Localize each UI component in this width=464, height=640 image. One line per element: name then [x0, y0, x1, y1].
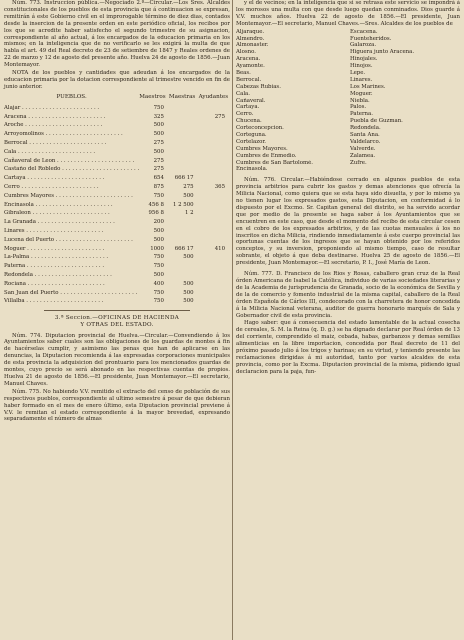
town-item: Palos. — [350, 104, 367, 111]
town-item: Cumbres de Enmedio. — [236, 152, 297, 159]
cell-pueblo: Moguer . . . . . . . . . . . . . . . . . . . . . . . — [4, 245, 105, 252]
cell-pueblo: Redondela . . . . . . . . . . . . . . . . . . . . . . . — [4, 272, 112, 279]
notice-775: Núm. 775. No habiendo V.V. remitido el extracto del censo de población de sus respectivos pueblos, correspondiente al ultimo semestre á pesar de que debieran haber formado en el mes de enero último, esta Diputacion provincial previene á V.V. le remitan el estado correspondiente á la mayor brevedad, expresando separadamente el número de almas — [4, 388, 230, 423]
table-row — [4, 210, 230, 219]
town-item: Ayamonte. — [236, 63, 265, 70]
col-ayudantes: Ayudantes — [198, 93, 229, 100]
section-divider — [44, 310, 190, 311]
cell-ayudantes: 410 — [214, 245, 225, 252]
cell-maestras — [169, 122, 199, 131]
town-item: Almonaster. — [236, 42, 269, 49]
town-item: Linares. — [350, 76, 373, 83]
town-item: Escacena. — [350, 28, 378, 35]
debts-table — [4, 93, 230, 306]
town-item: Cumbres Mayores. — [236, 145, 288, 152]
cell-maestros: 400 — [153, 280, 164, 287]
table-row — [4, 253, 230, 262]
cell-ayudantes — [199, 174, 230, 183]
town-item: Cala. — [236, 90, 250, 97]
cell-maestros: 750 — [153, 104, 164, 111]
table-row — [4, 192, 230, 201]
town-item: Beas. — [236, 69, 251, 76]
note-intro: NOTA de los pueblos y cantidades que adeudan á los encargados de la educacion primaria por la dotacion correspondiente al trimestre vencido en fin de junio anterior. — [4, 70, 230, 90]
section-heading — [4, 315, 230, 329]
town-item: Corteconcepcion. — [236, 125, 284, 132]
town-item: Lepe. — [350, 69, 366, 76]
cell-maestros: 275 — [153, 157, 164, 164]
table-row — [4, 271, 230, 280]
cell-maestras — [169, 271, 199, 280]
cell-ayudantes — [199, 166, 230, 175]
table-row — [4, 104, 230, 113]
table-row — [4, 148, 230, 157]
town-item: Redondela. — [350, 125, 381, 132]
cell-ayudantes — [199, 262, 230, 271]
cell-maestras: 500 — [183, 289, 194, 296]
column-rule — [232, 0, 233, 640]
cell-maestros: 325 — [153, 113, 164, 120]
cell-pueblo: Cumbres Mayores . . . . . . . . . . . . . . . . . . . . . . . — [4, 192, 133, 199]
cell-maestros: 500 — [153, 236, 164, 243]
cell-ayudantes — [199, 130, 230, 139]
table-row — [4, 113, 230, 122]
table-row — [4, 236, 230, 245]
cell-pueblo: Aracena . . . . . . . . . . . . . . . . . . . . . . . — [4, 113, 106, 120]
town-item: Paterna. — [350, 111, 373, 118]
cell-pueblo: Cañaveral de Leon . . . . . . . . . . . . . . . . . . . . . . . — [4, 157, 135, 164]
cell-pueblo: Lucena del Puerto . . . . . . . . . . . . . . . . . . . . . . . — [4, 236, 133, 243]
cell-maestros: 500 — [153, 272, 164, 279]
table-row — [4, 139, 230, 148]
cell-pueblo: Villalba . . . . . . . . . . . . . . . . . . . . . . . — [4, 298, 104, 305]
cell-pueblo: Cala . . . . . . . . . . . . . . . . . . . . . . . — [4, 148, 96, 155]
town-item: Chucena. — [236, 118, 262, 125]
table-row — [4, 166, 230, 175]
table-row — [4, 262, 230, 271]
section-title-line2: Y OTRAS DEL ESTADO. — [80, 322, 154, 329]
cell-maestras — [169, 166, 199, 175]
cell-ayudantes: 365 — [214, 184, 225, 191]
cell-maestros: 875 — [153, 184, 164, 191]
town-item: Cartaya. — [236, 104, 260, 111]
cell-maestros: 750 — [153, 289, 164, 296]
cell-pueblo: La Granada . . . . . . . . . . . . . . . . . . . . . . . — [4, 219, 115, 226]
town-item: Aljaraque. — [236, 28, 265, 35]
cell-ayudantes: 275 — [214, 113, 225, 120]
table-row — [4, 130, 230, 139]
proclamation-text: Hago saber: que á consecuencia del estado lamentable de la actual cosecha de cereales, S. M. la Reina (q. D. g.) se ha dignado declarar por Real órden de 13 del corriente, comprendido el maiz, cebada, habas, garbanzos y demas semillas alimenticias en la libre importacion, concedida por Real decreto de 11 del próximo pasado julio á los trigos y harinas; en su virtud, y teniendo presente las reclamaciones dirigidas á mi autoridad, tanto por varios alcaldes de esta provincia, como por la Excma. Diputacion provincial de la misma, pidiendo igual declaracion para la paja, fun- — [236, 320, 460, 375]
table-header-row — [4, 93, 230, 104]
cell-ayudantes — [199, 271, 230, 280]
cell-pueblo: Cerro . . . . . . . . . . . . . . . . . . . . . . . — [4, 184, 99, 191]
cell-ayudantes — [199, 236, 230, 245]
table-row — [4, 157, 230, 166]
town-item: Alosno. — [236, 49, 256, 56]
cell-maestros: 500 — [153, 228, 164, 235]
cell-maestras: 500 — [183, 280, 194, 287]
cell-maestros: 275 — [153, 140, 164, 147]
table-row — [4, 297, 230, 306]
cell-maestras: 1 2 500 — [173, 201, 194, 208]
notice-773: Núm. 773. Instruccion pública.—Negociado 2.º—Circular.—Los Sres. Alcaldes constitucionales de los pueblos de esta provincia que á continuacion se expresan, remitirán á este Gobierno civil en el improrogable término de diez dias, contados desde la insercion de la presente orden en este periódico oficial, los recibos por los que se acredite haber satisfecho el segundo trimestre de su asignacion, correspondiente al año actual, á los encargados de la educacion primaria en los mismos; en la inteligencia que de no verificarlo se les exigirá la multa de que habla el art. 49 del Real decreto de 23 de setiembre de 1847 y Reales ordenes de 22 de marzo y 12 de agosto del presente año. Huelva 24 de agosto de 1856.—Juan Montemayor. — [4, 0, 230, 69]
cell-pueblo: Cartaya . . . . . . . . . . . . . . . . . . . . . . . — [4, 175, 105, 182]
notice-774: Núm. 774. Diputacion provincial de Huelva.—Circular.—Convendiendo á los Ayuntamientos saber cuales son las obligaciones de los guardas de montes á fin de hacérselas cumplir, y asimismo las penas que han de aplicarse en las denuncias, la Diputacion recomienda á las expresadas corporaciones municipales de esta provincia la adquisicion del prontuario para los mencionados guardas de montes, cuyo precio se será abonado en las respectivas cuentas de propios. Huelva 21 de agosto de 1856.—El presidente, Juan Montemayor.—El secretario, Manuel Chaves. — [4, 332, 230, 387]
cell-pueblo: Aroche . . . . . . . . . . . . . . . . . . . . . . . — [4, 122, 103, 129]
cell-ayudantes — [199, 289, 230, 298]
cell-maestras: 500 — [183, 254, 194, 261]
town-item: Aracena. — [236, 56, 261, 63]
town-item: Cortelazor. — [236, 138, 267, 145]
table-row — [4, 174, 230, 183]
cell-pueblo: Castaño del Robledo . . . . . . . . . . . . . . . . . . . . . . . — [4, 166, 140, 173]
cell-ayudantes — [199, 139, 230, 148]
table-row — [4, 280, 230, 289]
town-item: Santa Ana. — [350, 131, 380, 138]
col-pueblos: PUEBLOS. — [56, 93, 87, 100]
cell-maestras — [169, 139, 199, 148]
cell-maestras: 666 17 — [174, 245, 194, 252]
town-item: Los Marines. — [350, 83, 386, 90]
cell-pueblo: Berrocal . . . . . . . . . . . . . . . . . . . . . . . — [4, 140, 107, 147]
cell-maestras: 666 17 — [174, 175, 194, 182]
town-item: Higuera junto Aracena. — [350, 49, 415, 56]
cell-maestros: 750 — [153, 298, 164, 305]
cell-ayudantes — [199, 192, 230, 201]
town-item: Fuenteheridos. — [350, 35, 392, 42]
cell-ayudantes — [199, 227, 230, 236]
table-row — [4, 201, 230, 210]
cell-ayudantes — [199, 218, 230, 227]
right-column — [236, 0, 460, 377]
cell-maestros: 750 — [153, 263, 164, 270]
cell-maestros: 456 8 — [148, 201, 164, 208]
town-item: Cabezas Rubias. — [236, 83, 281, 90]
town-item: Hinojales. — [350, 56, 378, 63]
table-body — [4, 104, 230, 306]
cell-maestras — [169, 218, 199, 227]
table-row — [4, 289, 230, 298]
cell-ayudantes — [199, 297, 230, 306]
notice-777: Núm. 777. D. Francisco de los Rios y Rosas, caballero gran cruz de la Real órden Americana de Isabel la Católica, individuo de varias sociedades literarias y de la Academia de jurisprudencia de Granada, socio de la económica de Sevilla y de la de comercio y fomento industrial de la misma capital, caballero de la Real órden Española de Cárlos III, condecorado con la charretera de honor concedida á la Milicia Nacional veterana, auditor de guerra honorario marqués de Sala y Gobernador civil de esta provincia. — [236, 271, 460, 319]
town-item — [350, 166, 460, 173]
cell-ayudantes — [199, 201, 230, 210]
town-item: Corteguna. — [236, 131, 267, 138]
table-row — [4, 227, 230, 236]
town-item: Moguer. — [350, 90, 373, 97]
cell-ayudantes — [199, 253, 230, 262]
town-item: Cumbres de San Bartolomé. — [236, 159, 314, 166]
cell-maestros: 956 8 — [148, 210, 164, 217]
cell-maestros: 500 — [153, 148, 164, 155]
cell-maestros: 500 — [153, 131, 164, 138]
cell-pueblo: Paterna . . . . . . . . . . . . . . . . . . . . . . . — [4, 263, 105, 270]
cell-ayudantes — [199, 122, 230, 131]
cell-maestras — [169, 157, 199, 166]
town-item: Encinasola. — [236, 166, 268, 173]
table-row — [4, 122, 230, 131]
town-item: Hinojos. — [350, 63, 373, 70]
town-item: Zalamea. — [350, 152, 376, 159]
cell-pueblo: La-Palma . . . . . . . . . . . . . . . . . . . . . . . — [4, 254, 109, 261]
cell-ayudantes — [199, 280, 230, 289]
cell-maestros: 200 — [153, 219, 164, 226]
table-row — [4, 183, 230, 192]
cell-maestras — [169, 113, 199, 122]
col-maestros: Maestros — [139, 93, 166, 100]
cell-pueblo: Rociana . . . . . . . . . . . . . . . . . . . . . . . — [4, 280, 105, 287]
cell-maestras — [169, 130, 199, 139]
notice-776: Núm. 776. Circular.—Habiéndose cerrado en algunos pueblos de esta provincia arbitrios para cubrir los gastos y demas atenciones que ofrecía la Milicia Nacional, como quiera que se esta haya sido disuelta, y por lo mismo ya no tienen lugar los expresados gastos, esta Diputacion, en conformidad á lo dispuesto por el Excmo. Sr. Capitan general del distrito, se ha servido acordar que por medio de la presente se haga saber á los Ayuntamientos que se encuentren en este caso, que desde el momento del recibo de esta circular cesen en el cobro de los expresados arbitrios, y de las cuotas mensuales á los no inscritos en dicha Milicia, rindiendo inmediatamente á este cuerpo provincial las oportunas cuentas de los ingresos que se hayan obtenido por los referidos conceptos, y su inversion, proponiendo al mismo tiempo, caso de resultar sobrante, el objeto á que deba destinarse. Huelva 25 de agosto de 1856.—El presidente, Juan Montemayor.—El secretario, P. I., José María de Leon. — [236, 177, 460, 267]
cell-maestras: 1 2 — [185, 210, 194, 217]
table-row — [4, 245, 230, 254]
town-item: Berrocal. — [236, 76, 262, 83]
cell-ayudantes — [199, 157, 230, 166]
section-title-line1: 3.ª Seccion.—OFICINAS DE HACIENDA — [54, 315, 180, 322]
town-item: Almendro. — [236, 35, 265, 42]
town-item: Cañaveral. — [236, 97, 266, 104]
town-item: Niebla. — [350, 97, 370, 104]
cell-maestras: 500 — [183, 298, 194, 305]
cell-maestros: 750 — [153, 192, 164, 199]
cell-ayudantes — [199, 148, 230, 157]
cell-maestras — [169, 148, 199, 157]
town-item: Zufre. — [350, 159, 367, 166]
cell-pueblo: San Juan del Puerto . . . . . . . . . . . . . . . . . . . . . . . — [4, 289, 138, 296]
cell-maestros: 275 — [153, 166, 164, 173]
town-item: Valverde. — [350, 145, 376, 152]
town-item: Valdelarco. — [350, 138, 381, 145]
cell-pueblo: Linares . . . . . . . . . . . . . . . . . . . . . . . — [4, 228, 104, 235]
col-maestras: Maestras — [168, 93, 196, 100]
cell-pueblo: Encinasola . . . . . . . . . . . . . . . . . . . . . . . — [4, 201, 113, 208]
cell-maestras — [169, 104, 199, 113]
town-item: Galaroza. — [350, 42, 377, 49]
cell-maestros: 1000 — [150, 245, 164, 252]
cell-maestros: 654 — [153, 175, 164, 182]
cell-maestras — [169, 227, 199, 236]
towns-list — [236, 29, 460, 174]
cell-ayudantes — [199, 104, 230, 113]
town-item: Cerro. — [236, 111, 254, 118]
cell-ayudantes — [199, 210, 230, 219]
table-row — [4, 218, 230, 227]
notice-775-cont: y el de vecinos; en la inteligencia que si se retrasa este servicio se impondrá á los morosos una multa con que desde luego quedan conminados. Dios guarde á V.V. muchos años. Huelva 22 de agosto de 1856.—El presidente, Juan Montemayor.—El secretario, Manuel Chaves.—Sres. Alcaldes de los pueblos de — [236, 0, 460, 27]
cell-pueblo: Arroyomolinos . . . . . . . . . . . . . . . . . . . . . . . — [4, 131, 123, 138]
cell-maestros: 500 — [153, 122, 164, 129]
cell-maestras — [169, 262, 199, 271]
cell-maestras: 275 — [183, 184, 194, 191]
cell-pueblo: Gibraleon . . . . . . . . . . . . . . . . . . . . . . . — [4, 210, 110, 217]
cell-maestras — [169, 236, 199, 245]
left-column — [4, 0, 230, 424]
cell-maestros: 750 — [153, 254, 164, 261]
cell-pueblo: Alajar . . . . . . . . . . . . . . . . . . . . . . . — [4, 104, 100, 111]
town-item: Puebla de Guzman. — [350, 118, 403, 125]
cell-maestras: 500 — [183, 192, 194, 199]
